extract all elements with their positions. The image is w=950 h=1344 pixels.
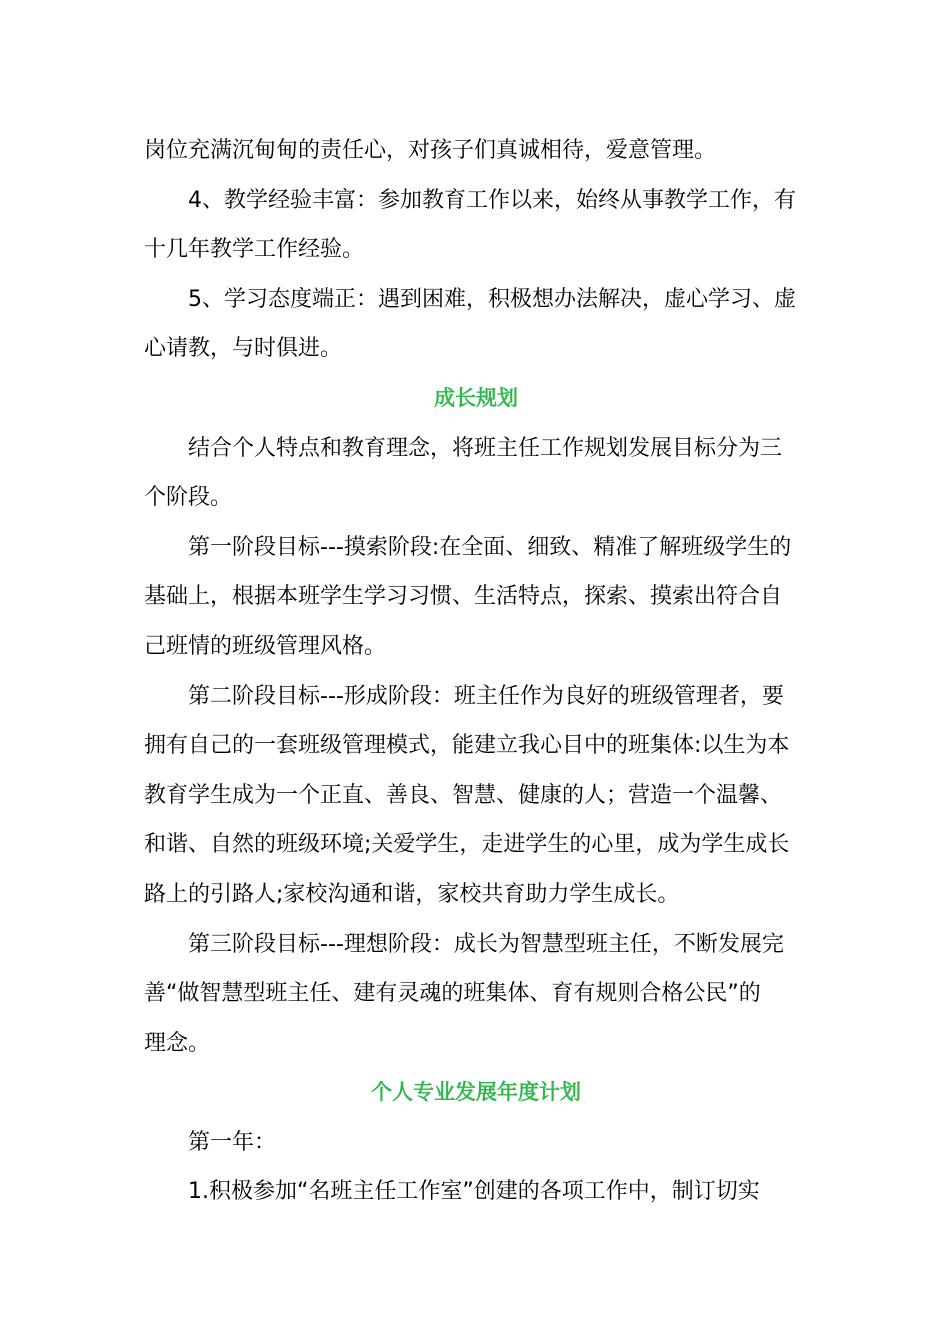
paragraph-line: 基础上，根据本班学生学习习惯、生活特点，探索、摸索出符合自 [144,584,783,610]
paragraph-line: 路上的引路人;家校沟通和谐，家校共育助力学生成长。 [144,881,680,907]
section-heading: 个人专业发展年度计划 [371,1080,581,1105]
paragraph-line: 岗位充满沉甸甸的责任心，对孩子们真诚相待，爱意管理。 [144,138,717,163]
paragraph-line: 拥有自己的一套班级管理模式，能建立我心目中的班集体:以生为本 [144,733,790,759]
paragraph-line: 十几年教学工作经验。 [144,237,365,263]
paragraph-line: 己班情的班级管理风格。 [144,633,387,659]
paragraph-line: 第一阶段目标---摸索阶段:在全面、细致、精准了解班级学生的 [188,534,792,560]
document-body [144,126,808,1217]
paragraph-line: 第一年： [188,1129,277,1155]
paragraph-line: 理念。 [144,1030,211,1056]
paragraph-line: 第二阶段目标---形成阶段：班主任作为良好的班级管理者，要 [188,683,784,709]
paragraph-line: 5、学习态度端正：遇到困难，积极想办法解决，虚心学习、虚 [188,286,796,312]
paragraph-line: 善“做智慧型班主任、建有灵魂的班集体、育有规则合格公民”的 [144,981,761,1007]
paragraph-line: 1.积极参加“名班主任工作室”创建的各项工作中，制订切实 [188,1179,760,1205]
paragraph-line: 教育学生成为一个正直、善良、智慧、健康的人；营造一个温馨、 [144,782,783,808]
paragraph-line: 心请教，与时俱进。 [144,336,343,362]
paragraph-line: 个阶段。 [144,485,233,511]
paragraph-line: 结合个人特点和教育理念，将班主任工作规划发展目标分为三 [188,435,783,461]
paragraph-line: 第三阶段目标---理想阶段：成长为智慧型班主任，不断发展完 [188,931,784,957]
section-heading: 成长规划 [434,385,518,410]
paragraph-line: 4、教学经验丰富：参加教育工作以来，始终从事教学工作，有 [188,187,796,213]
paragraph-line: 和谐、自然的班级环境;关爱学生，走进学生的心里，成为学生成长 [144,832,790,858]
